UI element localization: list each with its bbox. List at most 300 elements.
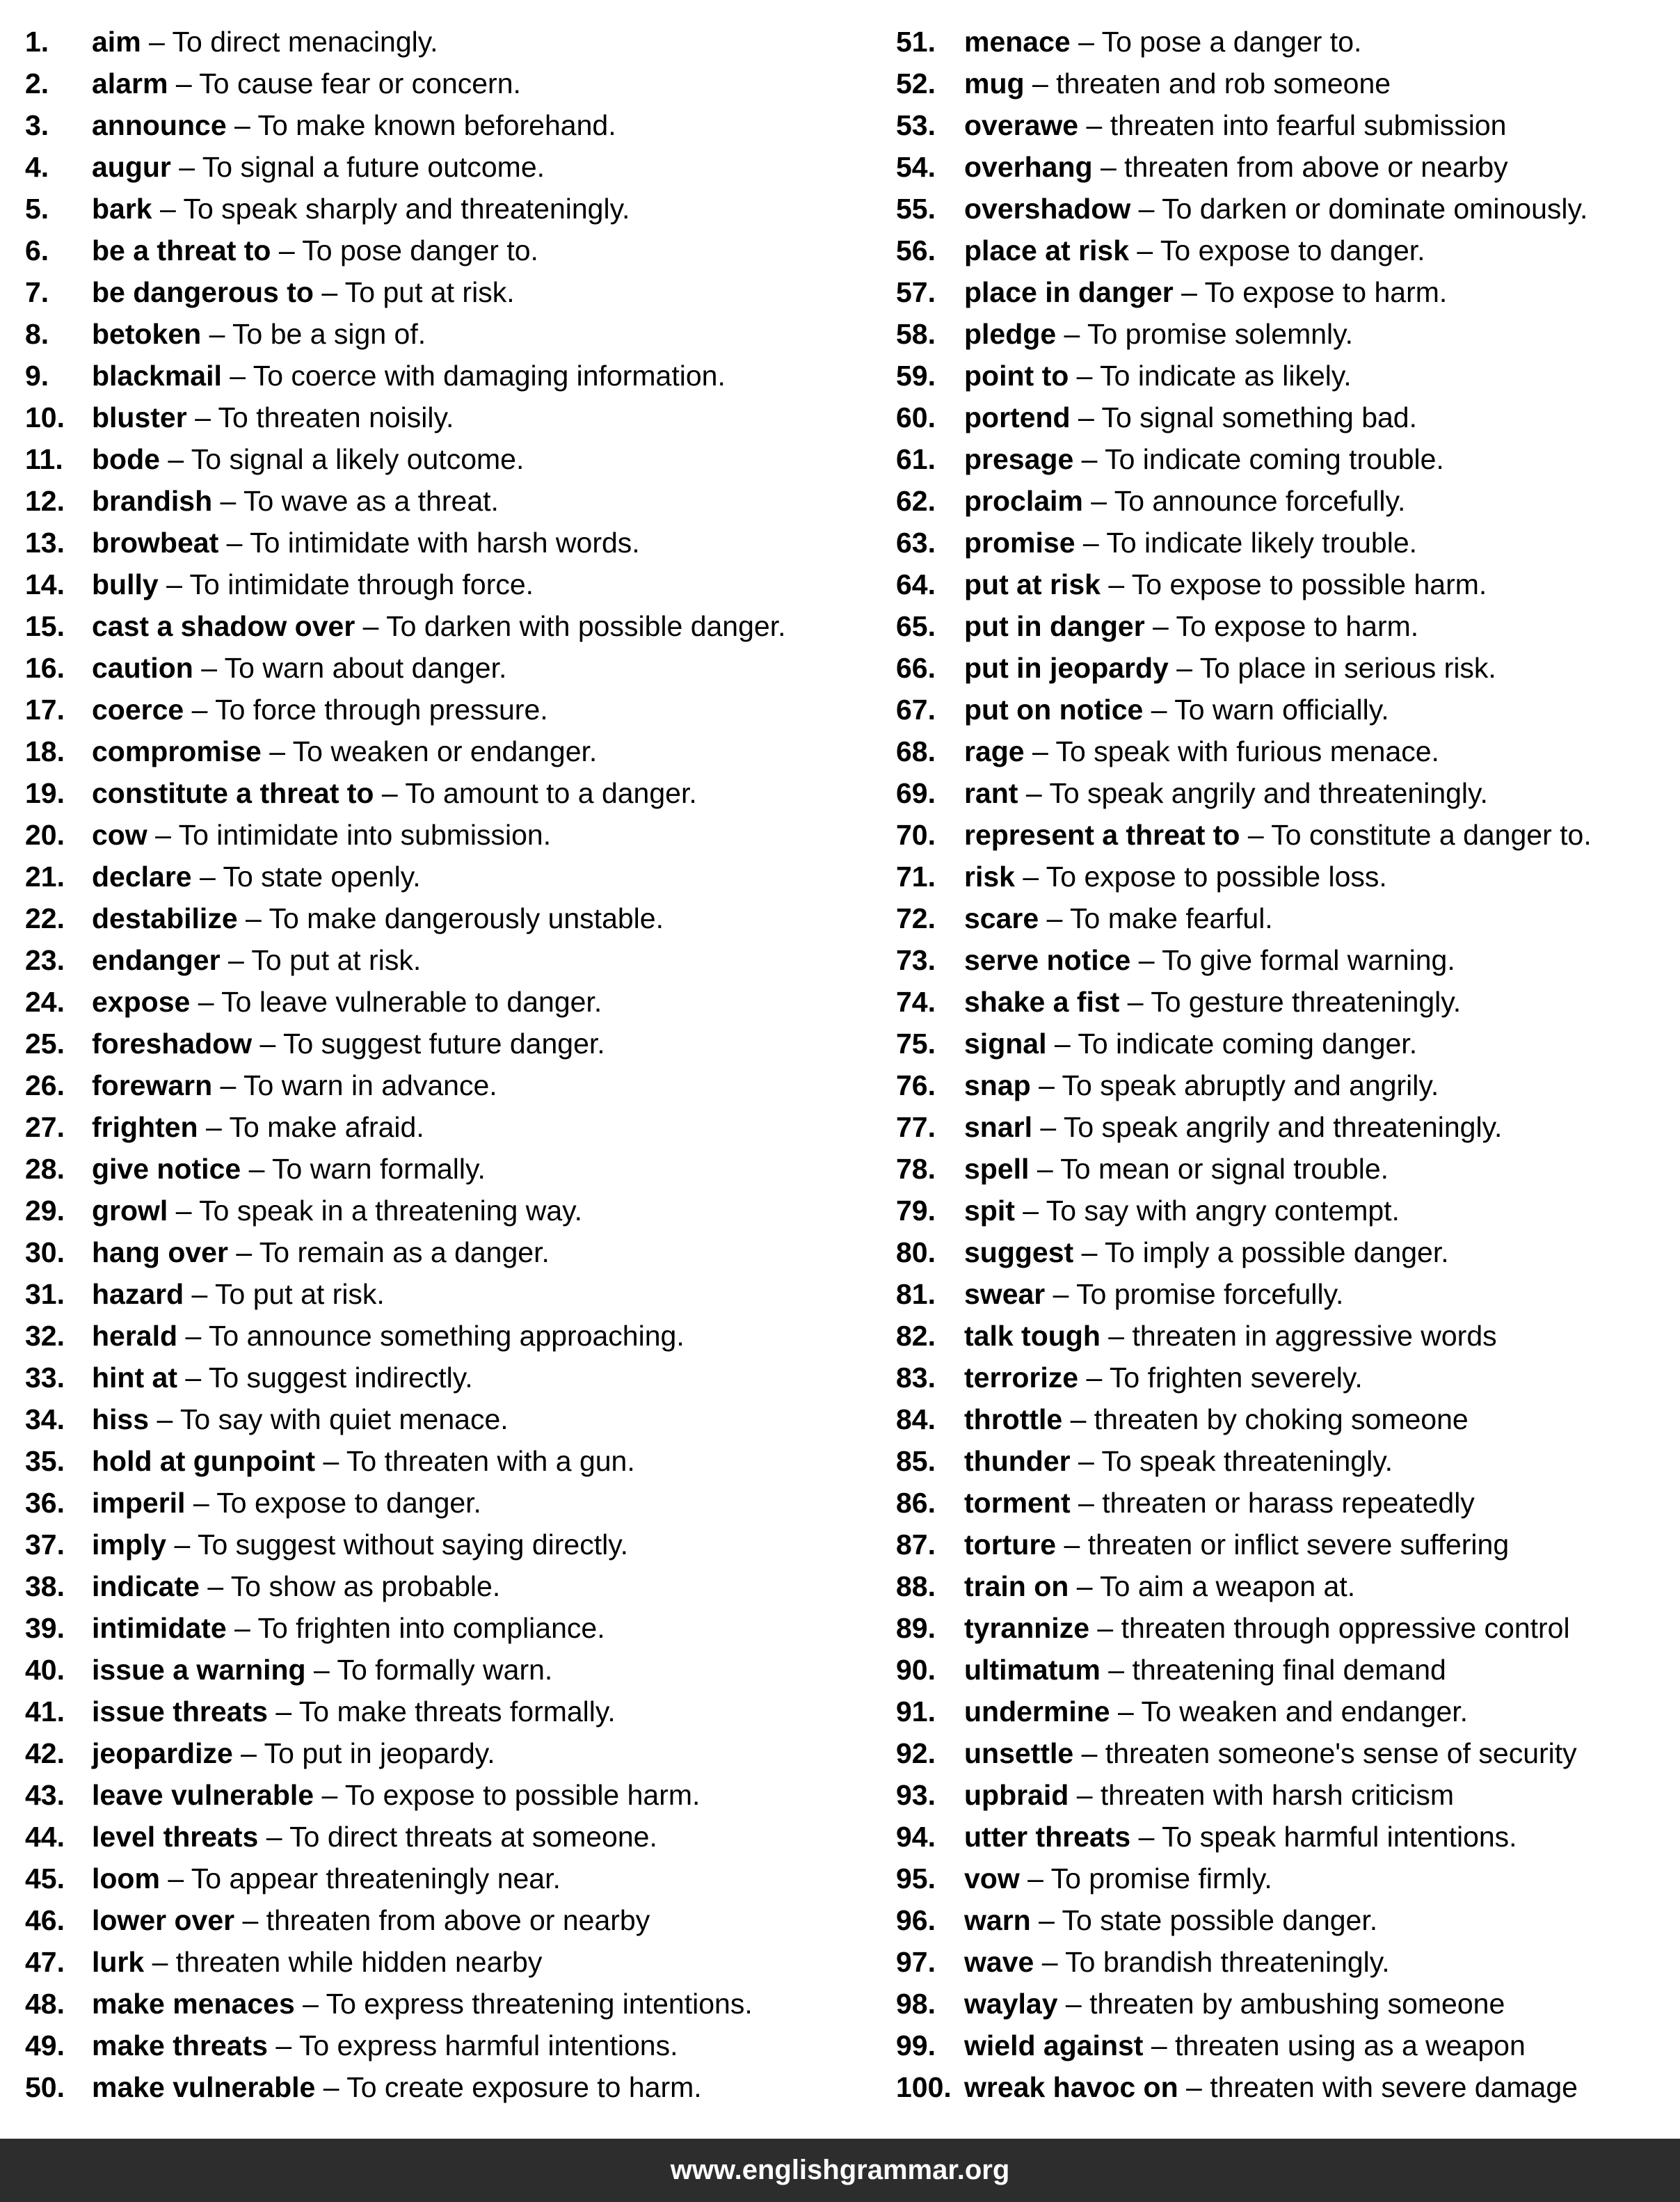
- list-item: [25, 522, 881, 564]
- item-definition: – To cause fear or concern.: [168, 67, 521, 99]
- item-definition: – To intimidate through force.: [158, 568, 534, 600]
- item-term: shake a fist: [964, 986, 1120, 1018]
- item-number: 54.: [896, 151, 936, 183]
- item-term: endanger: [92, 944, 221, 976]
- item-definition: – To promise solemnly.: [1056, 318, 1354, 350]
- item-number: 57.: [896, 276, 936, 308]
- item-definition: – To indicate as likely.: [1069, 360, 1352, 392]
- item-term: coerce: [92, 694, 184, 726]
- item-number: 62.: [896, 485, 936, 517]
- item-number: 34.: [25, 1403, 65, 1435]
- item-term: browbeat: [92, 527, 219, 559]
- item-number: 8.: [25, 318, 49, 350]
- item-term: warn: [964, 1904, 1031, 1936]
- item-number: 1.: [25, 26, 49, 58]
- item-number: 29.: [25, 1195, 65, 1227]
- item-definition: – threaten or harass repeatedly: [1070, 1487, 1475, 1519]
- item-definition: – To intimidate into submission.: [147, 819, 552, 851]
- item-term: imply: [92, 1529, 167, 1561]
- item-definition: – To be a sign of.: [201, 318, 426, 350]
- item-definition: – threaten with harsh criticism: [1069, 1779, 1455, 1811]
- list-item: [25, 689, 881, 731]
- item-number: 38.: [25, 1570, 65, 1602]
- list-item: [25, 1774, 881, 1816]
- item-definition: – To darken or dominate ominously.: [1130, 193, 1588, 225]
- item-term: wreak havoc on: [964, 2071, 1178, 2103]
- item-term: unsettle: [964, 1737, 1074, 1769]
- list-item: [25, 230, 881, 271]
- item-number: 37.: [25, 1529, 65, 1561]
- item-number: 76.: [896, 1069, 936, 1101]
- item-definition: – To suggest without saying directly.: [166, 1529, 629, 1561]
- item-term: brandish: [92, 485, 213, 517]
- item-definition: – To signal a future outcome.: [170, 151, 545, 183]
- item-definition: – To speak angrily and threateningly.: [1018, 777, 1488, 809]
- list-item: [896, 355, 1675, 397]
- item-number: 45.: [25, 1862, 65, 1894]
- item-definition: – To frighten into compliance.: [226, 1612, 605, 1644]
- list-item: [25, 313, 881, 355]
- item-number: 25.: [25, 1028, 65, 1060]
- item-number: 15.: [25, 610, 65, 642]
- item-definition: – To put at risk.: [220, 944, 422, 976]
- item-term: undermine: [964, 1696, 1110, 1728]
- item-term: issue a warning: [92, 1654, 306, 1686]
- item-term: menace: [964, 26, 1071, 58]
- item-definition: – To remain as a danger.: [227, 1236, 550, 1268]
- item-number: 81.: [896, 1278, 936, 1310]
- list-item: [896, 397, 1675, 438]
- item-number: 33.: [25, 1362, 65, 1394]
- item-definition: – To state openly.: [191, 861, 421, 893]
- item-definition: – To pose danger to.: [271, 234, 538, 266]
- list-item: [896, 1816, 1675, 1858]
- list-item: [896, 1482, 1675, 1524]
- list-item: [896, 146, 1675, 188]
- item-term: put in jeopardy: [964, 652, 1169, 684]
- item-definition: – To put at risk.: [184, 1278, 385, 1310]
- item-term: snap: [964, 1069, 1031, 1101]
- item-definition: – To give formal warning.: [1130, 944, 1455, 976]
- item-definition: – To frighten severely.: [1078, 1362, 1363, 1394]
- item-number: 18.: [25, 735, 65, 767]
- item-number: 19.: [25, 777, 65, 809]
- list-item: [896, 1565, 1675, 1607]
- item-term: caution: [92, 652, 193, 684]
- item-definition: – To expose to possible loss.: [1014, 861, 1387, 893]
- item-definition: – To speak sharply and threateningly.: [152, 193, 630, 225]
- item-definition: – To indicate coming danger.: [1046, 1028, 1418, 1060]
- item-definition: – To gesture threateningly.: [1119, 986, 1462, 1018]
- list-item: [896, 1607, 1675, 1649]
- item-term: augur: [92, 151, 171, 183]
- item-number: 91.: [896, 1696, 936, 1728]
- item-definition: – To express harmful intentions.: [267, 2029, 678, 2061]
- item-number: 79.: [896, 1195, 936, 1227]
- item-definition: – To warn in advance.: [212, 1069, 497, 1101]
- item-term: intimidate: [92, 1612, 227, 1644]
- item-term: foreshadow: [92, 1028, 253, 1060]
- item-number: 68.: [896, 735, 936, 767]
- item-definition: – To create exposure to harm.: [315, 2071, 702, 2103]
- item-definition: – To put in jeopardy.: [232, 1737, 495, 1769]
- item-definition: – To direct threats at someone.: [258, 1821, 657, 1853]
- item-number: 53.: [896, 109, 936, 141]
- item-term: swear: [964, 1278, 1046, 1310]
- item-term: portend: [964, 401, 1071, 433]
- item-term: cast a shadow over: [92, 610, 355, 642]
- list-item: [896, 480, 1675, 522]
- item-definition: – To brandish threateningly.: [1034, 1946, 1390, 1978]
- item-number: 43.: [25, 1779, 65, 1811]
- list-item: [25, 1023, 881, 1064]
- item-definition: – To place in serious risk.: [1168, 652, 1496, 684]
- item-definition: – threatening final demand: [1100, 1654, 1446, 1686]
- item-definition: – To promise firmly.: [1019, 1862, 1272, 1894]
- item-definition: – To imply a possible danger.: [1073, 1236, 1449, 1268]
- list-item: [896, 772, 1675, 814]
- item-term: betoken: [92, 318, 202, 350]
- item-definition: – To express threatening intentions.: [294, 1988, 753, 2020]
- item-number: 93.: [896, 1779, 936, 1811]
- list-item: [25, 355, 881, 397]
- item-number: 17.: [25, 694, 65, 726]
- item-number: 75.: [896, 1028, 936, 1060]
- item-definition: – To darken with possible danger.: [355, 610, 786, 642]
- item-definition: – To speak in a threatening way.: [168, 1195, 582, 1227]
- item-term: loom: [92, 1862, 160, 1894]
- list-item: [896, 1315, 1675, 1357]
- item-number: 47.: [25, 1946, 65, 1978]
- item-number: 59.: [896, 360, 936, 392]
- item-term: frighten: [92, 1111, 198, 1143]
- item-number: 78.: [896, 1153, 936, 1185]
- item-number: 32.: [25, 1320, 65, 1352]
- item-definition: – threaten and rob someone: [1024, 67, 1391, 99]
- item-term: constitute a threat to: [92, 777, 374, 809]
- list-item: [896, 1273, 1675, 1315]
- item-term: upbraid: [964, 1779, 1069, 1811]
- item-term: place in danger: [964, 276, 1174, 308]
- item-definition: – To appear threateningly near.: [159, 1862, 561, 1894]
- item-number: 56.: [896, 234, 936, 266]
- item-definition: – threaten from above or nearby: [1092, 151, 1508, 183]
- item-number: 89.: [896, 1612, 936, 1644]
- word-list-column-left: [25, 21, 881, 2108]
- list-item: [25, 1524, 881, 1565]
- item-number: 28.: [25, 1153, 65, 1185]
- item-number: 61.: [896, 443, 936, 475]
- item-number: 50.: [25, 2071, 65, 2103]
- list-item: [25, 1983, 881, 2025]
- item-definition: – To make dangerously unstable.: [237, 902, 664, 934]
- item-term: put at risk: [964, 568, 1101, 600]
- item-definition: – To speak angrily and threateningly.: [1032, 1111, 1503, 1143]
- item-definition: – To speak with furious menace.: [1024, 735, 1439, 767]
- item-term: point to: [964, 360, 1069, 392]
- item-number: 82.: [896, 1320, 936, 1352]
- item-term: destabilize: [92, 902, 238, 934]
- item-number: 10.: [25, 401, 65, 433]
- item-number: 55.: [896, 193, 936, 225]
- item-term: utter threats: [964, 1821, 1131, 1853]
- list-item: [25, 1231, 881, 1273]
- item-definition: – To show as probable.: [199, 1570, 501, 1602]
- list-item: [896, 1398, 1675, 1440]
- list-item: [25, 814, 881, 856]
- item-number: 84.: [896, 1403, 936, 1435]
- item-term: hold at gunpoint: [92, 1445, 316, 1477]
- list-item: [25, 1607, 881, 1649]
- item-number: 60.: [896, 401, 936, 433]
- list-item: [896, 522, 1675, 564]
- list-item: [896, 21, 1675, 63]
- item-term: place at risk: [964, 234, 1130, 266]
- item-number: 20.: [25, 819, 65, 851]
- item-number: 35.: [25, 1445, 65, 1477]
- item-term: spit: [964, 1195, 1015, 1227]
- item-definition: – To suggest future danger.: [252, 1028, 605, 1060]
- item-number: 72.: [896, 902, 936, 934]
- item-term: be a threat to: [92, 234, 271, 266]
- item-definition: – To direct menacingly.: [141, 26, 438, 58]
- item-term: promise: [964, 527, 1075, 559]
- word-list-column-right: [896, 21, 1675, 2108]
- item-definition: – To aim a weapon at.: [1069, 1570, 1356, 1602]
- item-number: 74.: [896, 986, 936, 1018]
- item-number: 70.: [896, 819, 936, 851]
- footer-banner: [0, 2139, 1680, 2202]
- item-definition: – To speak threateningly.: [1070, 1445, 1393, 1477]
- item-term: hazard: [92, 1278, 184, 1310]
- item-definition: – To say with angry contempt.: [1014, 1195, 1400, 1227]
- list-item: [25, 1941, 881, 1983]
- item-term: vow: [964, 1862, 1020, 1894]
- item-definition: – To suggest indirectly.: [177, 1362, 473, 1394]
- list-item: [896, 2066, 1675, 2108]
- item-definition: – threaten while hidden nearby: [144, 1946, 543, 1978]
- list-item: [896, 897, 1675, 939]
- item-number: 77.: [896, 1111, 936, 1143]
- list-item: [896, 1649, 1675, 1691]
- item-number: 21.: [25, 861, 65, 893]
- list-item: [896, 1858, 1675, 1899]
- item-number: 98.: [896, 1988, 936, 2020]
- item-number: 64.: [896, 568, 936, 600]
- list-item: [25, 1565, 881, 1607]
- item-number: 52.: [896, 67, 936, 99]
- list-item: [896, 981, 1675, 1023]
- item-definition: – To expose to possible harm.: [1100, 568, 1487, 600]
- item-term: aim: [92, 26, 141, 58]
- item-definition: – To signal a likely outcome.: [159, 443, 525, 475]
- list-item: [25, 1691, 881, 1732]
- item-term: declare: [92, 861, 192, 893]
- item-number: 39.: [25, 1612, 65, 1644]
- list-item: [25, 856, 881, 897]
- list-item: [25, 1315, 881, 1357]
- item-number: 88.: [896, 1570, 936, 1602]
- item-term: signal: [964, 1028, 1047, 1060]
- item-definition: – threaten using as a weapon: [1143, 2029, 1526, 2061]
- item-definition: – To force through pressure.: [184, 694, 548, 726]
- item-term: compromise: [92, 735, 262, 767]
- item-definition: – threaten from above or nearby: [234, 1904, 650, 1936]
- item-number: 11.: [25, 443, 63, 475]
- item-definition: – To mean or signal trouble.: [1029, 1153, 1389, 1185]
- list-item: [896, 1023, 1675, 1064]
- item-number: 26.: [25, 1069, 65, 1101]
- item-definition: – To speak abruptly and angrily.: [1030, 1069, 1439, 1101]
- list-item: [25, 1064, 881, 1106]
- list-item: [896, 647, 1675, 689]
- item-term: proclaim: [964, 485, 1083, 517]
- item-definition: – To signal something bad.: [1070, 401, 1417, 433]
- item-number: 63.: [896, 527, 936, 559]
- item-number: 44.: [25, 1821, 65, 1853]
- item-definition: – To make afraid.: [198, 1111, 424, 1143]
- list-item: [25, 188, 881, 230]
- item-number: 80.: [896, 1236, 936, 1268]
- item-definition: – To amount to a danger.: [374, 777, 697, 809]
- item-definition: – To make fearful.: [1039, 902, 1273, 934]
- item-term: wield against: [964, 2029, 1144, 2061]
- item-definition: – threaten by ambushing someone: [1057, 1988, 1505, 2020]
- item-definition: – To make known beforehand.: [226, 109, 616, 141]
- item-number: 27.: [25, 1111, 65, 1143]
- item-term: overshadow: [964, 193, 1131, 225]
- item-term: make threats: [92, 2029, 268, 2061]
- item-definition: – To coerce with damaging information.: [221, 360, 726, 392]
- item-number: 4.: [25, 151, 49, 183]
- item-term: be dangerous to: [92, 276, 314, 308]
- item-number: 9.: [25, 360, 49, 392]
- item-number: 12.: [25, 485, 65, 517]
- item-term: jeopardize: [92, 1737, 233, 1769]
- list-item: [896, 104, 1675, 146]
- item-term: give notice: [92, 1153, 241, 1185]
- item-number: 24.: [25, 986, 65, 1018]
- item-term: overawe: [964, 109, 1079, 141]
- item-term: ultimatum: [964, 1654, 1101, 1686]
- list-item: [896, 1357, 1675, 1398]
- item-term: cow: [92, 819, 147, 851]
- list-item: [896, 856, 1675, 897]
- list-item: [25, 647, 881, 689]
- item-term: rant: [964, 777, 1018, 809]
- list-item: [896, 1148, 1675, 1190]
- item-term: thunder: [964, 1445, 1071, 1477]
- item-definition: – To indicate likely trouble.: [1075, 527, 1418, 559]
- item-number: 23.: [25, 944, 65, 976]
- item-number: 5.: [25, 193, 49, 225]
- item-number: 90.: [896, 1654, 936, 1686]
- item-term: waylay: [964, 1988, 1058, 2020]
- list-item: [896, 1941, 1675, 1983]
- list-item: [25, 21, 881, 63]
- list-item: [25, 1357, 881, 1398]
- list-item: [25, 1273, 881, 1315]
- item-term: indicate: [92, 1570, 200, 1602]
- item-number: 7.: [25, 276, 49, 308]
- item-term: bode: [92, 443, 160, 475]
- item-number: 66.: [896, 652, 936, 684]
- item-term: forewarn: [92, 1069, 213, 1101]
- item-number: 13.: [25, 527, 65, 559]
- item-number: 67.: [896, 694, 936, 726]
- item-number: 95.: [896, 1862, 936, 1894]
- item-number: 36.: [25, 1487, 65, 1519]
- list-item: [25, 897, 881, 939]
- list-item: [25, 63, 881, 104]
- list-item: [25, 564, 881, 605]
- item-definition: – threaten someone's sense of security: [1073, 1737, 1577, 1769]
- item-number: 46.: [25, 1904, 65, 1936]
- list-item: [25, 1732, 881, 1774]
- item-term: torment: [964, 1487, 1071, 1519]
- item-definition: – To threaten noisily.: [186, 401, 454, 433]
- item-number: 42.: [25, 1737, 65, 1769]
- item-number: 92.: [896, 1737, 936, 1769]
- item-definition: – threaten into fearful submission: [1078, 109, 1507, 141]
- list-item: [896, 1064, 1675, 1106]
- item-definition: – threaten with severe damage: [1178, 2071, 1578, 2103]
- list-item: [896, 63, 1675, 104]
- item-term: wave: [964, 1946, 1034, 1978]
- list-item: [896, 1899, 1675, 1941]
- item-term: put in danger: [964, 610, 1145, 642]
- item-number: 40.: [25, 1654, 65, 1686]
- list-item: [896, 1106, 1675, 1148]
- item-term: suggest: [964, 1236, 1074, 1268]
- item-term: presage: [964, 443, 1074, 475]
- item-number: 48.: [25, 1988, 65, 2020]
- item-term: imperil: [92, 1487, 186, 1519]
- list-item: [896, 1190, 1675, 1231]
- list-item: [896, 271, 1675, 313]
- item-definition: – To promise forcefully.: [1045, 1278, 1344, 1310]
- item-term: overhang: [964, 151, 1093, 183]
- list-item: [25, 1482, 881, 1524]
- item-term: leave vulnerable: [92, 1779, 314, 1811]
- list-item: [896, 1524, 1675, 1565]
- item-definition: – threaten in aggressive words: [1100, 1320, 1497, 1352]
- list-item: [25, 1649, 881, 1691]
- list-item: [896, 438, 1675, 480]
- item-number: 30.: [25, 1236, 65, 1268]
- item-term: make menaces: [92, 1988, 295, 2020]
- item-definition: – To indicate coming trouble.: [1073, 443, 1444, 475]
- item-number: 71.: [896, 861, 936, 893]
- item-term: make vulnerable: [92, 2071, 316, 2103]
- item-term: expose: [92, 986, 191, 1018]
- item-number: 73.: [896, 944, 936, 976]
- word-list: [0, 21, 1680, 2108]
- item-definition: – To make threats formally.: [267, 1696, 616, 1728]
- list-item: [896, 1440, 1675, 1482]
- list-item: [896, 1983, 1675, 2025]
- list-item: [896, 1774, 1675, 1816]
- item-term: torture: [964, 1529, 1057, 1561]
- item-definition: – To expose to possible harm.: [314, 1779, 701, 1811]
- list-item: [25, 772, 881, 814]
- item-number: 3.: [25, 109, 49, 141]
- item-term: throttle: [964, 1403, 1063, 1435]
- item-term: hint at: [92, 1362, 177, 1394]
- item-term: growl: [92, 1195, 168, 1227]
- item-number: 41.: [25, 1696, 65, 1728]
- item-number: 31.: [25, 1278, 65, 1310]
